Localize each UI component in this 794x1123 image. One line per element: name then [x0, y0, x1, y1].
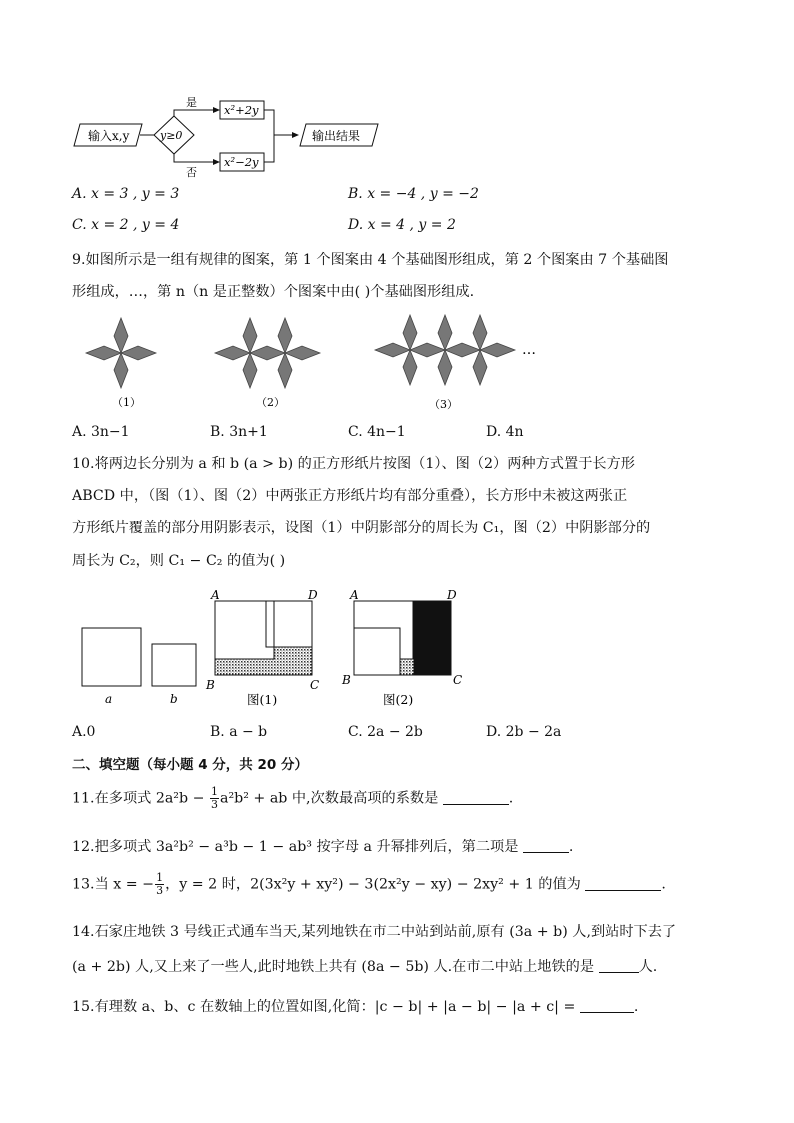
- q13-pre: 13.当 x = −: [72, 876, 155, 893]
- q13-answer-blank[interactable]: [585, 876, 661, 891]
- q11: 11.在多项式 2a²b − $\frac{1}{3}$ a²b² + ab 中,次数最高项的系数是 .: [72, 785, 514, 811]
- q10-stem-line2: ABCD 中，（图（1）、图（2）中两张正方形纸片均有部分重叠），长方形中未被这两张正: [72, 488, 628, 504]
- q10-stem-line1: 10.将两边长分别为 a 和 b (a > b) 的正方形纸片按图（1）、图（2）两种方式置于长方形: [72, 456, 635, 472]
- q9-ellipsis: …: [522, 342, 536, 358]
- flowchart-no: 否: [186, 166, 197, 178]
- q11-answer-blank[interactable]: [443, 790, 509, 805]
- q10-option-a: A.0: [72, 724, 96, 740]
- flowchart: [70, 92, 390, 178]
- q10-fig1-vertex-b: B: [206, 678, 215, 692]
- q10-fig2-caption: 图(2): [383, 692, 414, 707]
- q12-text: 12.把多项式 3a²b² − a³b − 1 − ab³ 按字母 a 升幂排列后，第二项是: [72, 839, 519, 855]
- q10-label-a: a: [105, 692, 113, 706]
- q9-fig2-label: （2）: [256, 396, 285, 409]
- q10-label-b: b: [170, 692, 178, 706]
- q15-answer-blank[interactable]: [580, 998, 634, 1013]
- q14-line1: 14.石家庄地铁 3 号线正式通车当天,某列地铁在市二中站到站前,原有 (3a + b) 人,到站时下去了: [72, 924, 677, 940]
- flowchart-input: 输入x,y: [88, 129, 130, 143]
- q10-stem-line3: 方形纸片覆盖的部分用阴影表示，设图（1）中阴影部分的周长为 C₁，图（2）中阴影部分的: [72, 520, 651, 536]
- q9-fig1-label: （1）: [112, 396, 141, 409]
- q8-option-d: D. x = 4 , y = 2: [348, 217, 456, 233]
- q12-answer-blank[interactable]: [523, 838, 569, 853]
- q10-figures: [76, 586, 476, 714]
- flowchart-yes: 是: [186, 96, 197, 109]
- q8-option-c: C. x = 2 , y = 4: [72, 217, 180, 233]
- q11-fraction: $\frac{1}{3}$: [211, 785, 218, 811]
- q10-fig2-vertex-d: D: [447, 588, 457, 602]
- flowchart-condition: y≥0: [160, 129, 183, 142]
- q9-stem-line2: 形组成，…，第 n（n 是正整数）个图案中由( )个基础图形组成.: [72, 284, 475, 300]
- q15: 15.有理数 a、b、c 在数轴上的位置如图,化简：|c − b| + |a − b| − |a + c| = .: [72, 999, 639, 1015]
- q9-option-a: A. 3n−1: [72, 424, 130, 440]
- q13: 13.当 x = − $\frac{1}{3}$ ，y = 2 时，2(3x²y + xy²) − 3(2x²y − xy) − 2xy² + 1 的值为 .: [72, 871, 666, 897]
- q11-pre: 11.在多项式 2a²b −: [72, 790, 209, 807]
- q10-fig2-vertex-c: C: [453, 673, 463, 687]
- q15-text: 15.有理数 a、b、c 在数轴上的位置如图,化简：|c − b| + |a − b| − |a + c| =: [72, 999, 576, 1015]
- q10-fig2-vertex-b: B: [342, 673, 351, 687]
- q9-stem-line1: 9.如图所示是一组有规律的图案，第 1 个图案由 4 个基础图形组成，第 2 个图案由 7 个基础图: [72, 252, 669, 268]
- q8-option-a: A. x = 3 , y = 3: [72, 186, 180, 202]
- q13-fraction: $\frac{1}{3}$: [156, 871, 164, 897]
- q10-stem-line4: 周长为 C₂，则 C₁ − C₂ 的值为( ): [72, 553, 286, 569]
- q10-fig1-vertex-d: D: [308, 588, 318, 602]
- q9-option-d: D. 4n: [486, 424, 524, 440]
- q14-line2: (a + 2b) 人,又上来了一些人,此时地铁上共有 (8a − 5b) 人.在市二中站上地铁的是 人.: [72, 959, 658, 975]
- q9-fig3-label: （3）: [429, 398, 458, 411]
- q13-post: ，y = 2 时，2(3x²y + xy²) − 3(2x²y − xy) − 2xy² + 1 的值为: [165, 876, 581, 893]
- flowchart-top-expr: x²+2y: [224, 103, 259, 117]
- q10-option-b: B. a − b: [210, 724, 268, 740]
- q14-answer-blank[interactable]: [599, 958, 639, 973]
- flowchart-output: 输出结果: [312, 129, 361, 143]
- q8-option-b: B. x = −4 , y = −2: [348, 186, 479, 202]
- q10-fig1-caption: 图(1): [247, 692, 278, 707]
- q10-fig2-vertex-a: A: [350, 588, 359, 602]
- q9-pattern-figures: [80, 310, 550, 420]
- q10-fig1-vertex-c: C: [310, 678, 320, 692]
- q9-option-c: C. 4n−1: [348, 424, 406, 440]
- flowchart-bottom-expr: x²−2y: [224, 155, 259, 169]
- section-2-title: 二、填空题（每小题 4 分，共 20 分）: [72, 757, 308, 773]
- q12: 12.把多项式 3a²b² − a³b − 1 − ab³ 按字母 a 升幂排列后，第二项是 .: [72, 839, 574, 855]
- q9-option-b: B. 3n+1: [210, 424, 268, 440]
- q11-post: a²b² + ab 中,次数最高项的系数是: [220, 790, 439, 807]
- q10-fig1-vertex-a: A: [211, 588, 220, 602]
- q10-option-c: C. 2a − 2b: [348, 724, 423, 740]
- q10-option-d: D. 2b − 2a: [486, 724, 562, 740]
